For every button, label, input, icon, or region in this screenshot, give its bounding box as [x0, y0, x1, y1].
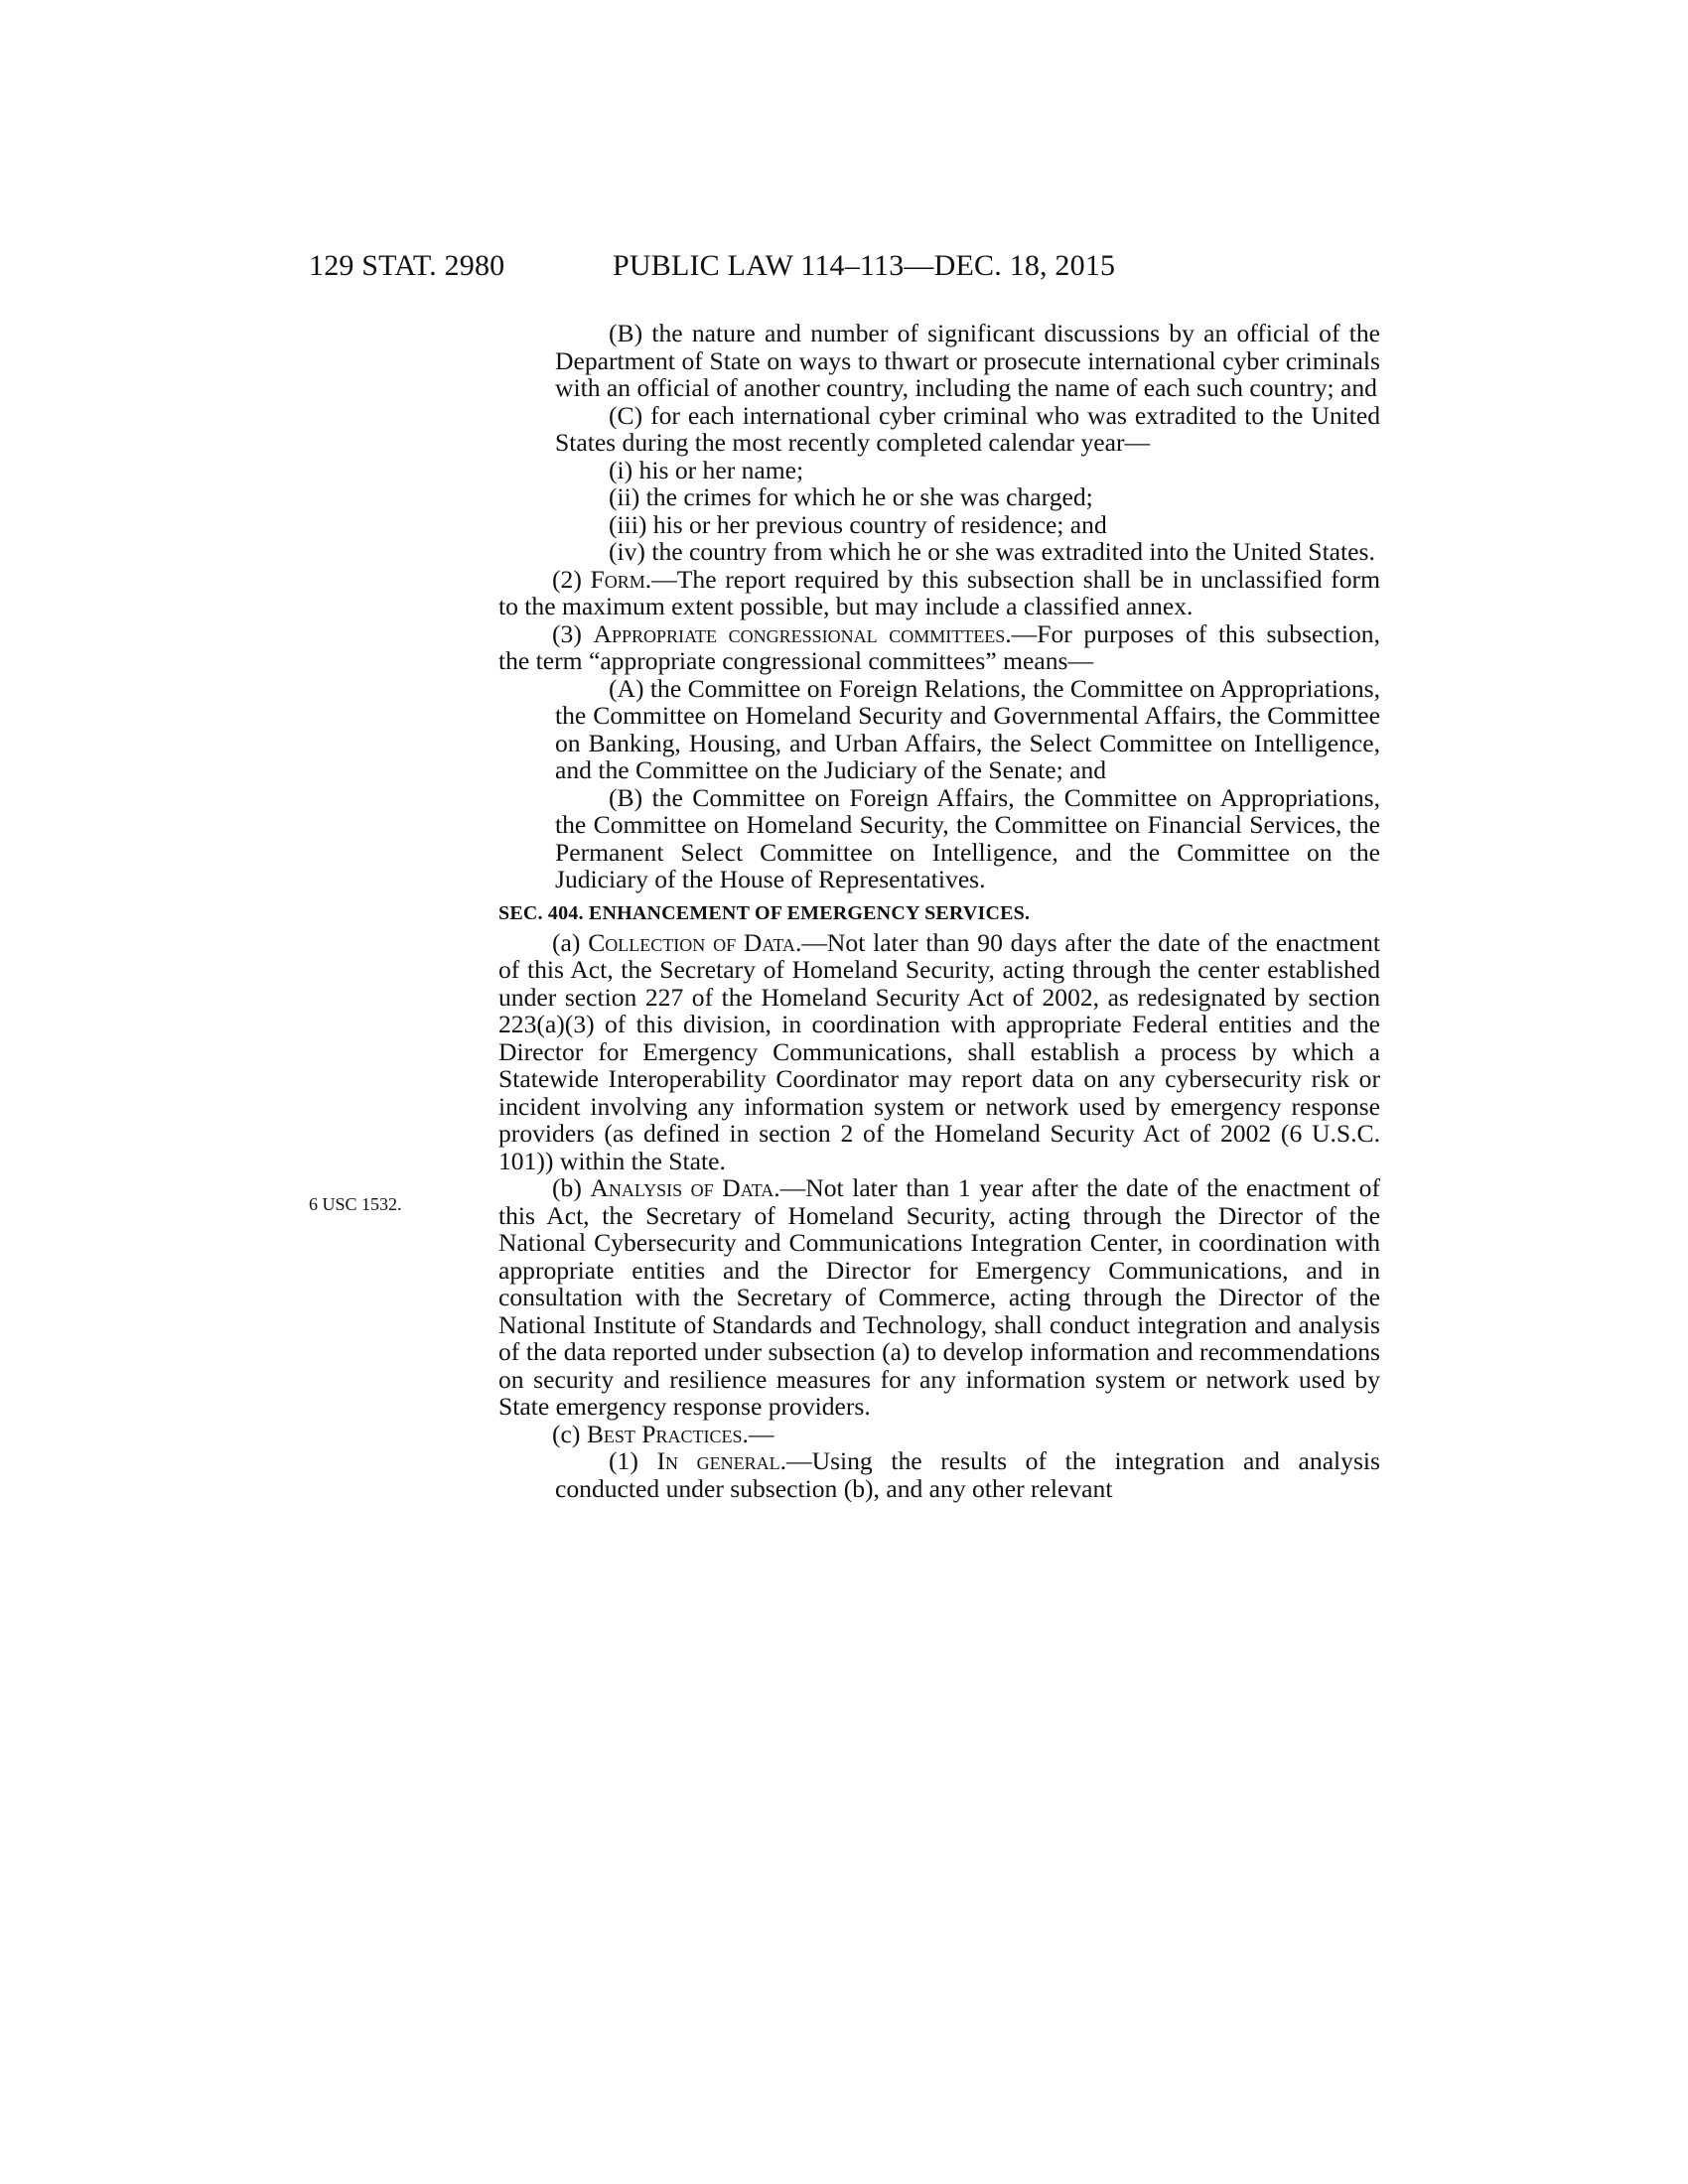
page-title: PUBLIC LAW 114–113—DEC. 18, 2015	[613, 249, 1116, 282]
subsection-a-number: (a)	[552, 927, 581, 957]
paragraph-committees	[498, 620, 1380, 675]
form-text: .—The report required by this subsection shall be in unclassified form to the maximum extent possible, but may include a classified annex.	[498, 564, 1380, 620]
form-heading: Form	[590, 564, 645, 594]
subsection-c-heading: Best Practices	[586, 1419, 743, 1448]
section-heading: SEC. 404. ENHANCEMENT OF EMERGENCY SERVICES.	[498, 901, 1031, 924]
subsection-c1-heading: In general	[656, 1446, 780, 1475]
subsection-c1-number: (1)	[609, 1446, 638, 1475]
margin-citation: 6 USC 1532.	[309, 1194, 402, 1214]
paragraph-b-nature: (B) the nature and number of significant discussions by an official of the Department of State on ways to thwart or prosecute international cyber criminals with an official of another country, including the name of each such country; and	[555, 319, 1380, 402]
subsection-b-number: (b)	[552, 1173, 582, 1202]
form-number: (2)	[552, 564, 582, 594]
subsection-c1-text: .—Using the results of the integration and analysis conducted under subsection (b), and any other relevant	[555, 1446, 1380, 1503]
committees-house: (B) the Committee on Foreign Affairs, the Committee on Appropriations, the Committee on Homeland Security, the Committee on Financial Services, the Permanent Select Committee on Intelligence, and the Committee on the Judiciary of the House of Representatives.	[555, 782, 1380, 893]
subsection-a-text: .—Not later than 90 days after the date of the enactment of this Act, the Secretary of Homeland Security, acting through the center established under section 227 of the Homeland Security Act of 2002, as redesignated by section 223(a)(3) of this division, in coordination with appropriate Federal entities and the Director for Emergency Communications, shall establish a process by which a Statewide Interoperability Coordinator may report data on any cybersecurity risk or incident involving any information system or network used by emergency response providers (as defined in section 2 of the Homeland Security Act of 2002 (6 U.S.C. 101)) within the State.	[498, 927, 1380, 1175]
subsection-b-heading: Analysis of Data	[590, 1173, 774, 1202]
clause-i: (i) his or her name;	[609, 455, 804, 484]
paragraph-form	[498, 566, 1380, 620]
subsection-b-text: .—Not later than 1 year after the date of the enactment of this Act, the Secretary of Homeland Security, acting through the Director of the National Cybersecurity and Communications Integration Center, in coordination with appropriate entities and the Director for Emergency Communications, and in consultation with the Secretary of Commerce, acting through the Director of the National Institute of Standards and Technology, shall conduct integration and analysis of the data reported under subsection (a) to develop information and recommendations on security and resilience measures for any information system or network used by State emergency response providers.	[498, 1173, 1380, 1421]
committees-heading: Appropriate congressional committees	[593, 618, 1006, 648]
committees-number: (3)	[552, 618, 582, 648]
subsection-a-heading: Collection of Data	[588, 927, 795, 957]
subsection-c-number: (c)	[552, 1419, 581, 1448]
subsection-c	[498, 1421, 1380, 1448]
clause-iv: (iv) the country from which he or she was extradited into the United States.	[609, 537, 1375, 566]
subsection-c-text: .—	[742, 1419, 774, 1448]
committees-senate: (A) the Committee on Foreign Relations, the Committee on Appropriations, the Committee on Homeland Security and Governmental Affairs, the Committee on Banking, Housing, and Urban Affairs, the Select Committee on Intelligence, and the Committee on the Judiciary of the Senate; and	[555, 673, 1380, 784]
committees-text: .—For purposes of this subsection, the term “appropriate congressional committees” means—	[498, 618, 1380, 675]
subsection-b	[498, 1174, 1380, 1421]
subsection-c-1	[498, 1447, 1380, 1502]
body-text	[498, 320, 1380, 1502]
clause-ii: (ii) the crimes for which he or she was charged;	[609, 482, 1093, 511]
stat-reference: 129 STAT. 2980	[309, 249, 505, 282]
clause-iii: (iii) his or her previous country of residence; and	[609, 509, 1107, 539]
subsection-a	[498, 929, 1380, 1175]
paragraph-c-each: (C) for each international cyber criminal who was extradited to the United States during the most recently completed calendar year—	[555, 400, 1380, 457]
